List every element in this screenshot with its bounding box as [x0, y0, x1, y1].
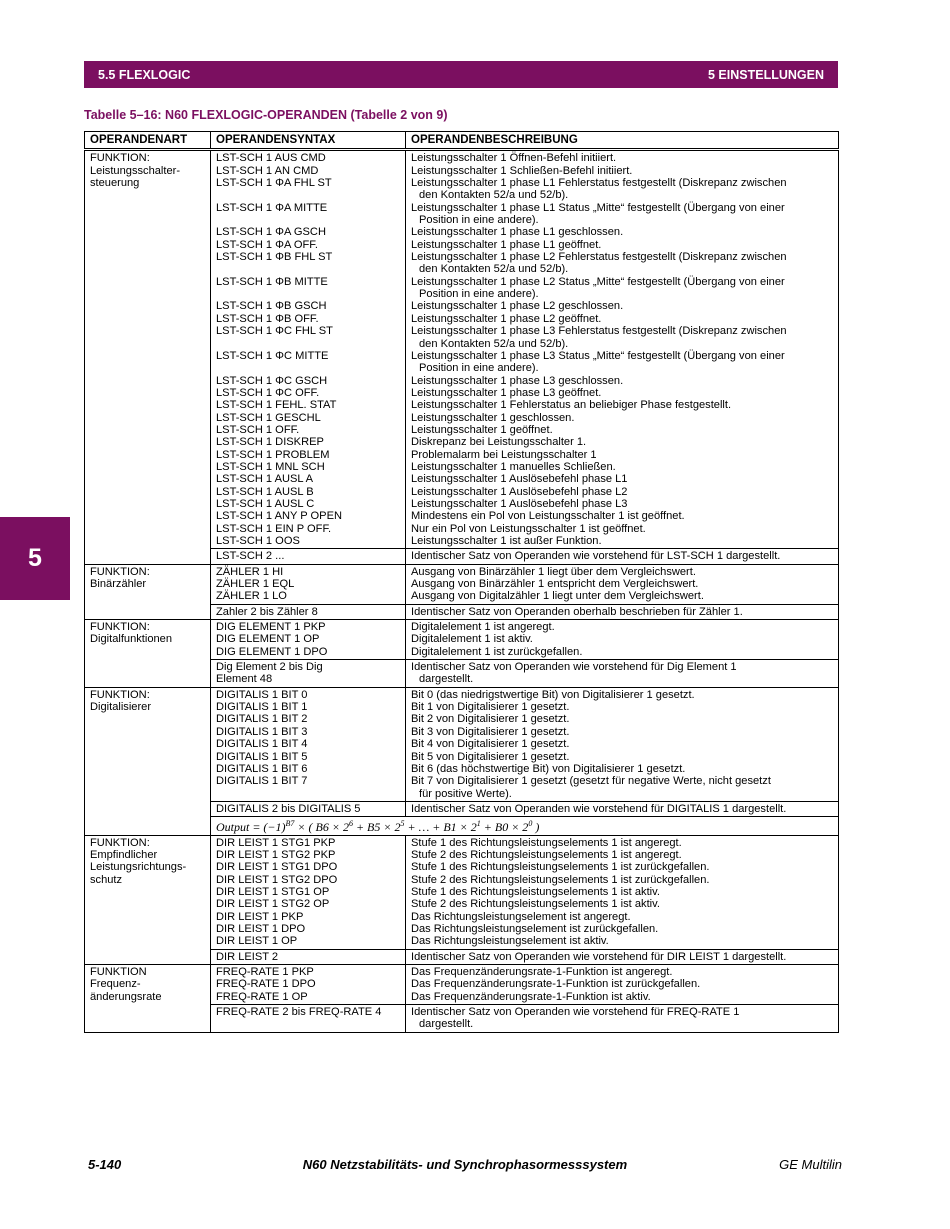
description-line: den Kontakten 52/a und 52/b).: [419, 337, 569, 350]
description-line: Leistungsschalter 1 Auslösebefehl phase L1: [411, 473, 628, 486]
formula-sup4: 1: [476, 819, 481, 829]
operand-category: FUNKTION: Digitalfunktionen: [85, 620, 211, 688]
description-line: Leistungsschalter 1 phase L2 Fehlerstatus festgestellt (Diskrepanz zwischen: [411, 251, 787, 264]
operand-syntax: DIR LEIST 1 OP: [216, 935, 298, 948]
description-line: Das Frequenzänderungsrate-1-Funktion ist aktiv.: [411, 990, 651, 1003]
operand-description: [411, 251, 833, 276]
operand-syntax: LST-SCH 1 ΦA GSCH: [216, 226, 326, 239]
operand-syntax: FREQ-RATE 1 DPO: [216, 978, 316, 991]
operand-syntax: DIR LEIST 1 STG2 PKP: [216, 848, 336, 861]
operand-syntax: DIGITALIS 2 bis DIGITALIS 5: [216, 802, 361, 815]
operand-description: [411, 661, 833, 686]
operand-syntax: LST-SCH 1 ΦC GSCH: [216, 374, 328, 387]
operand-syntax: DIR LEIST 1 STG2 OP: [216, 898, 330, 911]
formula-suffix: ): [532, 820, 540, 835]
chapter-tab: 5: [0, 517, 70, 600]
operand-description: [411, 701, 833, 713]
operand-description: [411, 300, 833, 312]
description-line: Stufe 2 des Richtungsleistungselements 1 ist angeregt.: [411, 848, 682, 861]
operand-description: [411, 313, 833, 325]
operand-syntax: LST-SCH 1 ΦB GSCH: [216, 300, 327, 313]
operand-description: [411, 399, 833, 411]
operand-syntax: DIR LEIST 1 STG2 DPO: [216, 873, 338, 886]
operand-description: [411, 923, 833, 935]
operand-description: [411, 510, 833, 522]
table-row: [85, 620, 839, 660]
operand-syntax: DIGITALIS 1 BIT 0: [216, 688, 308, 701]
description-line: Stufe 1 des Richtungsleistungselements 1 ist aktiv.: [411, 885, 660, 898]
description-line: Bit 1 von Digitalisierer 1 gesetzt.: [411, 701, 570, 714]
operand-description: [411, 689, 833, 701]
table-row: [85, 150, 839, 549]
description-line: Leistungsschalter 1 Auslösebefehl phase L2: [411, 485, 628, 498]
operand-description: [411, 550, 833, 562]
description-line: Leistungsschalter 1 phase L2 Status „Mitte“ festgestellt (Übergang von einer: [411, 275, 785, 288]
operands-table: [84, 131, 839, 1033]
operand-syntax: ZÄHLER 1 EQL: [216, 578, 295, 591]
description-line: Bit 3 von Digitalisierer 1 gesetzt.: [411, 725, 570, 738]
description-line: Bit 7 von Digitalisierer 1 gesetzt (gesetzt für negative Werte, nicht gesetzt: [411, 775, 771, 788]
formula-sup1: B7: [285, 819, 295, 829]
operand-description: [411, 177, 833, 202]
description-line: Leistungsschalter 1 phase L2 geschlossen.: [411, 300, 624, 313]
operand-syntax: DIGITALIS 1 BIT 3: [216, 725, 308, 738]
operand-category: FUNKTION: Digitalisierer: [85, 687, 211, 835]
description-line: Das Richtungsleistungselement ist angeregt.: [411, 910, 631, 923]
description-line: Leistungsschalter 1 geöffnet.: [411, 423, 553, 436]
operand-description: [411, 165, 833, 177]
operand-syntax: LST-SCH 1 ΦA FHL ST: [216, 177, 332, 190]
description-line: Digitalelement 1 ist zurückgefallen.: [411, 645, 583, 658]
formula-sup5: 0: [528, 819, 533, 829]
operand-syntax: DIR LEIST 1 PKP: [216, 910, 304, 923]
description-line: Leistungsschalter 1 ist außer Funktion.: [411, 535, 602, 547]
description-line: Identischer Satz von Operanden wie vorstehend für FREQ-RATE 1: [411, 1006, 740, 1019]
operand-syntax: LST-SCH 1 ANY P OPEN: [216, 510, 342, 523]
operand-syntax: DIR LEIST 1 DPO: [216, 922, 306, 935]
operand-syntax: LST-SCH 1 AUSL C: [216, 497, 315, 510]
operand-description-cell: [406, 1005, 839, 1033]
operand-syntax-cell: [211, 549, 406, 564]
description-line: dargestellt.: [419, 1018, 474, 1031]
operand-syntax: LST-SCH 1 AUSL A: [216, 473, 314, 486]
description-line: Stufe 2 des Richtungsleistungselements 1 ist aktiv.: [411, 898, 660, 911]
description-line: Stufe 1 des Richtungsleistungselements 1 ist angeregt.: [411, 836, 682, 849]
operand-syntax: LST-SCH 1 ΦC FHL ST: [216, 325, 333, 338]
operand-syntax: LST-SCH 1 OFF.: [216, 423, 300, 436]
table-header-row: [85, 132, 839, 150]
description-line: Position in eine andere).: [419, 362, 539, 375]
operand-syntax: LST-SCH 1 ΦB OFF.: [216, 312, 319, 325]
description-line: Identischer Satz von Operanden oberhalb beschrieben für Zähler 1.: [411, 605, 743, 618]
description-line: Leistungsschalter 1 Fehlerstatus an beliebiger Phase festgestellt.: [411, 399, 732, 412]
table-title: Tabelle 5–16: N60 FLEXLOGIC-OPERANDEN (Tabelle 2 von 9): [84, 108, 448, 122]
operand-description: [411, 412, 833, 424]
table-row: [85, 835, 839, 949]
formula-sup3: 5: [400, 819, 405, 829]
operand-syntax: LST-SCH 1 AUS CMD: [216, 152, 326, 165]
description-line: Identischer Satz von Operanden wie vorstehend für Dig Element 1: [411, 661, 737, 674]
description-line: Nur ein Pol von Leistungsschalter 1 ist geöffnet.: [411, 522, 646, 535]
operand-description: [411, 849, 833, 861]
operand-description: [411, 606, 833, 618]
description-line: Mindestens ein Pol von Leistungsschalter 1 ist geöffnet.: [411, 510, 685, 523]
operand-syntax-cell: [211, 1005, 406, 1033]
operand-description: [411, 633, 833, 645]
formula-part2: + B5 × 2: [352, 820, 401, 835]
operand-syntax: LST-SCH 1 DISKREP: [216, 436, 324, 449]
description-line: Leistungsschalter 1 phase L2 geöffnet.: [411, 312, 602, 325]
description-line: dargestellt.: [419, 673, 474, 686]
operand-syntax: DIGITALIS 1 BIT 1: [216, 701, 308, 714]
operand-description-cell: [406, 564, 839, 604]
operand-description: [411, 350, 833, 375]
section-label: 5.5 FLEXLOGIC: [98, 67, 191, 82]
operand-syntax: LST-SCH 1 AN CMD: [216, 164, 319, 177]
operand-category: FUNKTION Frequenz- änderungsrate: [85, 965, 211, 1033]
description-line: Identischer Satz von Operanden wie vorstehend für LST-SCH 1 dargestellt.: [411, 550, 781, 563]
operand-description: [411, 763, 833, 775]
operand-description: [411, 713, 833, 725]
description-line: Problemalarm bei Leistungsschalter 1: [411, 448, 597, 461]
description-line: Bit 0 (das niedrigstwertige Bit) von Digitalisierer 1 gesetzt.: [411, 688, 695, 701]
description-line: Leistungsschalter 1 Schließen-Befehl initiiert.: [411, 164, 633, 177]
description-line: Leistungsschalter 1 phase L1 geöffnet.: [411, 238, 602, 251]
operand-syntax: LST-SCH 1 OOS: [216, 535, 300, 547]
operand-syntax: DIGITALIS 1 BIT 2: [216, 713, 308, 726]
description-line: Diskrepanz bei Leistungsschalter 1.: [411, 436, 587, 449]
description-line: Stufe 2 des Richtungsleistungselements 1 ist zurückgefallen.: [411, 873, 710, 886]
description-line: den Kontakten 52/a und 52/b).: [419, 189, 569, 202]
operand-description: [411, 486, 833, 498]
operand-syntax: LST-SCH 1 GESCHL: [216, 411, 321, 424]
operand-description: [411, 726, 833, 738]
table-row: [85, 564, 839, 604]
operand-description: [411, 387, 833, 399]
description-line: Leistungsschalter 1 phase L1 geschlossen.: [411, 226, 624, 239]
description-line: Leistungsschalter 1 phase L3 geschlossen.: [411, 374, 624, 387]
operand-description-cell: [406, 150, 839, 549]
operand-description: [411, 775, 833, 800]
description-line: Das Richtungsleistungselement ist aktiv.: [411, 935, 609, 948]
operand-syntax-cell: [211, 949, 406, 964]
operand-description: [411, 424, 833, 436]
operand-syntax: ZÄHLER 1 LO: [216, 590, 287, 603]
description-line: Leistungsschalter 1 Auslösebefehl phase L3: [411, 497, 628, 510]
operand-description: [411, 978, 833, 990]
table-row: [85, 687, 839, 801]
description-line: Bit 2 von Digitalisierer 1 gesetzt.: [411, 713, 570, 726]
digitizer-output-formula: [211, 817, 839, 835]
operand-syntax: DIG ELEMENT 1 DPO: [216, 645, 328, 658]
operand-description-cell: [406, 604, 839, 619]
operand-description: [411, 886, 833, 898]
operand-description: [411, 523, 833, 535]
description-line: Digitalelement 1 ist aktiv.: [411, 633, 533, 646]
operand-description-cell: [406, 801, 839, 816]
operand-description: [411, 646, 833, 658]
operand-description: [411, 226, 833, 238]
operand-description: [411, 276, 833, 301]
operand-description: [411, 861, 833, 873]
section-header-bar: [84, 61, 838, 88]
operand-syntax: LST-SCH 1 ΦA MITTE: [216, 201, 328, 214]
operand-description: [411, 202, 833, 227]
operand-description: [411, 898, 833, 910]
description-line: Bit 5 von Digitalisierer 1 gesetzt.: [411, 750, 570, 763]
operand-description: [411, 991, 833, 1003]
description-line: Ausgang von Binärzähler 1 liegt über dem Vergleichswert.: [411, 565, 696, 578]
operand-syntax: DIG ELEMENT 1 PKP: [216, 621, 326, 634]
operand-syntax: LST-SCH 1 ΦC OFF.: [216, 386, 320, 399]
operand-description: [411, 966, 833, 978]
description-line: Leistungsschalter 1 manuelles Schließen.: [411, 460, 616, 473]
operand-description: [411, 449, 833, 461]
description-line: Identischer Satz von Operanden wie vorstehend für DIGITALIS 1 dargestellt.: [411, 802, 787, 815]
operand-syntax-cell: [211, 687, 406, 801]
operand-syntax-cell: [211, 604, 406, 619]
operand-syntax: LST-SCH 1 AUSL B: [216, 485, 314, 498]
operand-description: [411, 436, 833, 448]
operand-syntax: ZÄHLER 1 HI: [216, 565, 284, 578]
description-line: Ausgang von Binärzähler 1 entspricht dem Vergleichswert.: [411, 578, 699, 591]
description-line: Stufe 1 des Richtungsleistungselements 1 ist zurückgefallen.: [411, 861, 710, 874]
operand-description: [411, 566, 833, 578]
operand-description-cell: [406, 949, 839, 964]
operand-description-cell: [406, 687, 839, 801]
operand-description: [411, 461, 833, 473]
document-title: N60 Netzstabilitäts- und Synchrophasormesssystem: [302, 1157, 628, 1172]
operand-description-cell: [406, 965, 839, 1005]
operand-description: [411, 1006, 833, 1031]
operand-description: [411, 498, 833, 510]
brand-name: GE Multilin: [779, 1157, 842, 1172]
operand-syntax: LST-SCH 1 ΦC MITTE: [216, 349, 329, 362]
operand-syntax-cell: [211, 835, 406, 949]
operand-syntax: FREQ-RATE 1 PKP: [216, 966, 314, 978]
operand-description: [411, 951, 833, 963]
description-line: den Kontakten 52/a und 52/b).: [419, 263, 569, 276]
operand-category: FUNKTION: Empfindlicher Leistungsrichtungs- schutz: [85, 835, 211, 964]
operand-syntax: DIGITALIS 1 BIT 6: [216, 762, 308, 775]
operand-category: FUNKTION: Leistungsschalter- steuerung: [85, 150, 211, 564]
operand-description: [411, 325, 833, 350]
operand-syntax: LST-SCH 1 EIN P OFF.: [216, 522, 332, 535]
operand-description-cell: [406, 660, 839, 688]
operand-category: FUNKTION: Binärzähler: [85, 564, 211, 619]
table-body: [85, 150, 839, 1032]
formula-part1: × ( B6 × 2: [294, 820, 349, 835]
operand-syntax: DIGITALIS 1 BIT 4: [216, 738, 308, 751]
description-line: Das Frequenzänderungsrate-1-Funktion ist angeregt.: [411, 966, 673, 978]
operand-syntax: DIGITALIS 1 BIT 7: [216, 775, 308, 788]
operand-description-cell: [406, 835, 839, 949]
description-line: Das Richtungsleistungselement ist zurückgefallen.: [411, 922, 659, 935]
table-row: [85, 965, 839, 1005]
operand-description: [411, 375, 833, 387]
operand-syntax: DIG ELEMENT 1 OP: [216, 633, 320, 646]
description-line: Position in eine andere).: [419, 288, 539, 301]
operand-syntax: FREQ-RATE 1 OP: [216, 990, 308, 1003]
formula-prefix: Output = (−1): [216, 820, 286, 835]
operand-description: [411, 239, 833, 251]
operand-syntax: DIR LEIST 1 STG1 OP: [216, 885, 330, 898]
operand-description-cell: [406, 620, 839, 660]
description-line: Leistungsschalter 1 phase L3 geöffnet.: [411, 386, 602, 399]
description-line: Ausgang von Digitalzähler 1 liegt unter dem Vergleichswert.: [411, 590, 704, 603]
description-line: für positive Werte).: [419, 787, 512, 800]
operand-syntax: LST-SCH 1 ΦB FHL ST: [216, 251, 333, 264]
operand-syntax: LST-SCH 1 PROBLEM: [216, 448, 330, 461]
operand-description: [411, 935, 833, 947]
operand-syntax-cell: [211, 150, 406, 549]
formula-sup2: 6: [348, 819, 353, 829]
operand-description: [411, 473, 833, 485]
operand-syntax: DIR LEIST 2: [216, 950, 279, 963]
operand-syntax: LST-SCH 1 ΦA OFF.: [216, 238, 318, 251]
column-header-description: OPERANDENBESCHREIBUNG: [406, 132, 839, 150]
description-line: Das Frequenzänderungsrate-1-Funktion ist zurückgefallen.: [411, 978, 701, 991]
operand-description: [411, 535, 833, 547]
operand-description: [411, 738, 833, 750]
operand-description: [411, 911, 833, 923]
operand-description: [411, 751, 833, 763]
operand-syntax: DIR LEIST 1 STG1 PKP: [216, 836, 336, 849]
operand-description: [411, 590, 833, 602]
operand-description: [411, 621, 833, 633]
operand-syntax: Zahler 2 bis Zähler 8: [216, 605, 318, 618]
description-line: Leistungsschalter 1 phase L3 Status „Mitte“ festgestellt (Übergang von einer: [411, 349, 785, 362]
operand-syntax-cell: [211, 620, 406, 660]
operand-syntax-cell: [211, 564, 406, 604]
operand-syntax: FREQ-RATE 2 bis FREQ-RATE 4: [216, 1006, 382, 1019]
operand-description: [411, 874, 833, 886]
description-line: Identischer Satz von Operanden wie vorstehend für DIR LEIST 1 dargestellt.: [411, 950, 787, 963]
chapter-label: 5 EINSTELLUNGEN: [708, 67, 824, 82]
operand-syntax: DIGITALIS 1 BIT 5: [216, 750, 308, 763]
description-line: Leistungsschalter 1 geschlossen.: [411, 411, 575, 424]
operand-syntax: LST-SCH 2 ...: [216, 550, 285, 563]
operand-syntax-cell: [211, 660, 406, 688]
column-header-syntax: OPERANDENSYNTAX: [211, 132, 406, 150]
formula-part3: + … + B1 × 2: [404, 820, 477, 835]
operand-description: [411, 803, 833, 815]
description-line: Leistungsschalter 1 Öffnen-Befehl initiiert.: [411, 152, 617, 165]
operand-syntax: LST-SCH 1 FEHL. STAT: [216, 399, 337, 412]
description-line: Leistungsschalter 1 phase L1 Fehlerstatus festgestellt (Diskrepanz zwischen: [411, 177, 787, 190]
description-line: Bit 6 (das höchstwertige Bit) von Digitalisierer 1 gesetzt.: [411, 762, 686, 775]
operand-syntax: LST-SCH 1 MNL SCH: [216, 460, 325, 473]
description-line: Leistungsschalter 1 phase L3 Fehlerstatus festgestellt (Diskrepanz zwischen: [411, 325, 787, 338]
operand-syntax: DIR LEIST 1 STG1 DPO: [216, 861, 338, 874]
operand-syntax-cell: [211, 965, 406, 1005]
description-line: Position in eine andere).: [419, 214, 539, 227]
operand-syntax: Dig Element 2 bis Dig Element 48: [216, 661, 323, 686]
formula-part4: + B0 × 2: [480, 820, 529, 835]
operand-description: [411, 152, 833, 164]
operand-description: [411, 837, 833, 849]
operand-description: [411, 578, 833, 590]
description-line: Bit 4 von Digitalisierer 1 gesetzt.: [411, 738, 570, 751]
description-line: Digitalelement 1 ist angeregt.: [411, 621, 555, 634]
description-line: Leistungsschalter 1 phase L1 Status „Mitte“ festgestellt (Übergang von einer: [411, 201, 785, 214]
operand-syntax: LST-SCH 1 ΦB MITTE: [216, 275, 328, 288]
operand-syntax-cell: [211, 801, 406, 816]
column-header-type: OPERANDENART: [85, 132, 211, 150]
operand-description-cell: [406, 549, 839, 564]
page-number: 5-140: [88, 1157, 122, 1172]
